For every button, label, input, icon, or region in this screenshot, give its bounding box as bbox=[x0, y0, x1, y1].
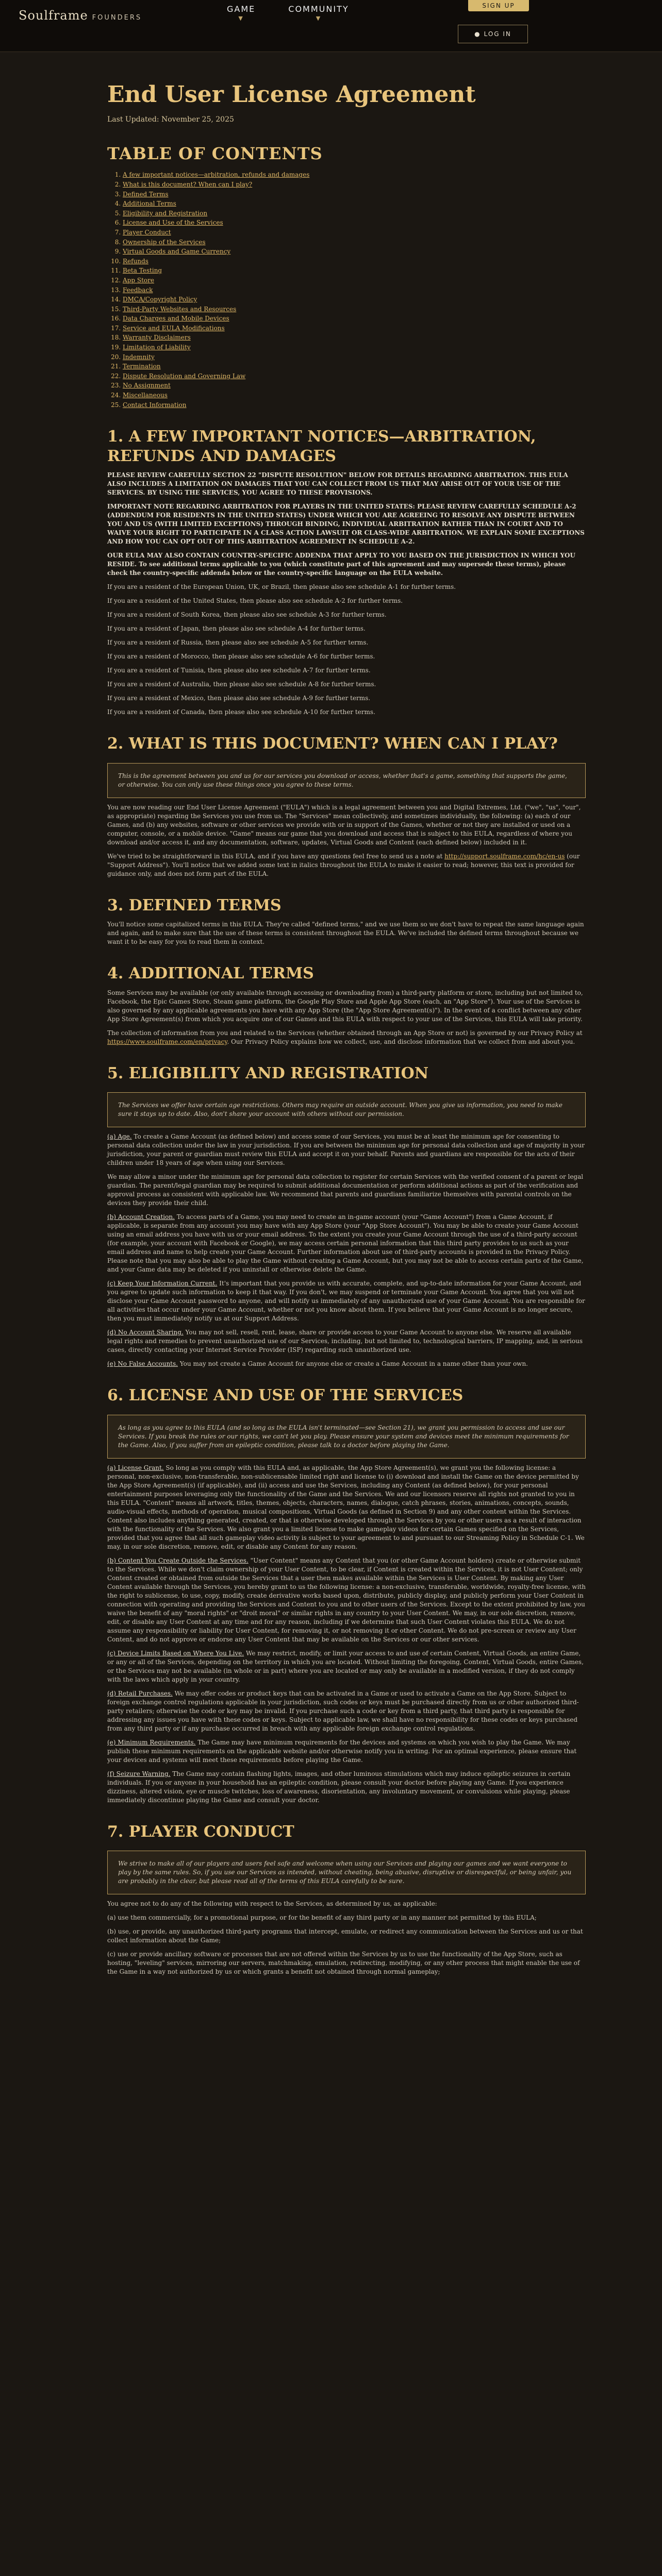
nav-community[interactable] bbox=[288, 4, 349, 22]
section-7-summary-box: We strive to make all of our players and users feel safe and welcome when using our Services and playing our games and we want everyone to play by the same rules. So, if you use our Services as intended, without cheating, being abusive, disruptive or disrespectful, or being unfair, you are probably in the clear, but please read all of the terms of this EULA carefully to be sure. bbox=[107, 1851, 586, 1894]
section-6-title: 6. LICENSE AND USE OF THE SERVICES bbox=[107, 1386, 464, 1405]
clause-paragraph bbox=[107, 1649, 586, 1684]
toc-link[interactable]: Indemnity bbox=[123, 353, 155, 361]
clause-paragraph bbox=[107, 1213, 586, 1274]
toc-item bbox=[123, 266, 586, 276]
log-in-button[interactable] bbox=[458, 25, 528, 43]
toc-link[interactable]: Service and EULA Modifications bbox=[123, 324, 225, 332]
resident-schedule-note: If you are a resident of Morocco, then please also see schedule A-6 for further terms. bbox=[107, 653, 375, 660]
clause-paragraph bbox=[107, 1328, 586, 1354]
resident-schedule-note: If you are a resident of Russia, then please also see schedule A-5 for further terms. bbox=[107, 639, 369, 647]
chevron-down-icon: ▼ bbox=[238, 15, 244, 22]
clause-heading: (d) No Account Sharing. bbox=[107, 1329, 184, 1336]
toc-item bbox=[123, 314, 586, 324]
clause-paragraph bbox=[107, 1132, 586, 1167]
toc-link[interactable]: Ownership of the Services bbox=[123, 238, 206, 246]
toc-link[interactable]: No Assignment bbox=[123, 382, 171, 389]
last-updated: Last Updated: November 25, 2025 bbox=[107, 115, 234, 124]
toc-item bbox=[123, 333, 586, 343]
section-1 bbox=[107, 427, 586, 717]
toc-link[interactable]: DMCA/Copyright Policy bbox=[123, 296, 197, 303]
toc-item bbox=[123, 391, 586, 400]
clause-paragraph bbox=[107, 1738, 586, 1765]
resident-schedule-note: If you are a resident of the United States, then please also see schedule A-2 for further terms. bbox=[107, 597, 403, 605]
toc-item bbox=[123, 257, 586, 266]
conduct-rule: (b) use, or provide, any unauthorized third-party programs that intercept, emulate, or redirect any communication between the Services and us or that collect information about the Game; bbox=[107, 1928, 583, 1944]
clause-text: To access parts of a Game, you may need to create an in-game account (your "Game Account") from a Game Account, if applicable, is separate from any account you may have with any App Store (your "App Store Account"). You may be able to create your Game Account using an email address you have with us or your email address. To the extent you create your Game Account through the use of a third-party account (for example, your account with Facebook or Google), we may access certain personal information that this third party provides to us such as your email address and name to help create your Game Account. Further information about use of third-party accounts is provided in the Privacy Policy. Please note that you may also be able to play the Game without creating a Game Account, but you may not be able to access certain parts of the Game, and your Game data may be deleted if you uninstall or otherwise delete the Game. bbox=[107, 1213, 584, 1274]
toc-link[interactable]: Limitation of Liability bbox=[123, 344, 191, 351]
section-6 bbox=[107, 1386, 586, 1805]
section-2-summary-box: This is the agreement between you and us for our services you download or access, whether that's a game, something that supports the game, or otherwise. You can only use these things once you agree to these terms. bbox=[107, 763, 586, 798]
clause-text: It's important that you provide us with accurate, complete, and up-to-date information for your Game Account, and you agree to update such information to keep it that way. If you don't, we may suspend or terminate your Game Account. You agree that you will not disclose your Game Account password to anyone, and will notify us immediately of any unauthorized use of your Game Account. You are responsible for all activities that occur under your Game Account, whether or not you know about them. If you believe that your Game Account is no longer secure, then you must immediately notify us at our Support Address. bbox=[107, 1280, 585, 1323]
section-7-title: 7. PLAYER CONDUCT bbox=[107, 1822, 294, 1841]
section-4-privacy-paragraph bbox=[107, 1029, 586, 1046]
section-4-paragraph: Some Services may be available (or only available through accessing or downloading from) a third-party platform or store, including but not limited to, Facebook, the Epic Games Store, Steam game platform, the Google Play Store and Apple App Store (each, an "App Store"). Your use of the Services is also governed by any applicable agreements you have with any App Store (the "App Store Agreement(s)"). In the event of a conflict between any other App Store Agreement(s) from which you acquire one of our Games and this EULA with respect to your use of the Services, this EULA will take priority. bbox=[107, 989, 583, 1023]
toc-link[interactable]: Miscellaneous bbox=[123, 392, 168, 399]
nav-game-label: GAME bbox=[227, 4, 256, 14]
toc-link[interactable]: App Store bbox=[123, 276, 154, 284]
toc-item bbox=[123, 304, 586, 314]
section-2-title: 2. WHAT IS THIS DOCUMENT? WHEN CAN I PLAY? bbox=[107, 735, 558, 753]
toc-link[interactable]: Dispute Resolution and Governing Law bbox=[123, 372, 246, 380]
toc-link[interactable]: Contact Information bbox=[123, 401, 187, 409]
toc-item bbox=[123, 190, 586, 199]
section-3-paragraph: You'll notice some capitalized terms in this EULA. They're called "defined terms," and we use them so we don't have to repeat the same language again and again, and to make sure that the use of these terms is consistent throughout the EULA. We've included the defined terms throughout because we want it to be easy for you to read them in context. bbox=[107, 921, 584, 946]
toc-item bbox=[123, 209, 586, 218]
section-3-title: 3. DEFINED TERMS bbox=[107, 896, 282, 914]
toc-item bbox=[123, 362, 586, 371]
section-1-title: 1. A FEW IMPORTANT NOTICES—ARBITRATION, REFUNDS AND DAMAGES bbox=[107, 428, 536, 465]
logo-wordmark: Soulframe bbox=[19, 8, 88, 23]
clause-heading: (e) Minimum Requirements. bbox=[107, 1738, 196, 1746]
toc-item bbox=[123, 276, 586, 285]
toc-link[interactable]: Additional Terms bbox=[123, 200, 176, 208]
section-7-items bbox=[107, 1913, 586, 1976]
text: The collection of information from you and related to the Services (whether obtained through an App Store or not) is governed by our Privacy Policy at bbox=[107, 1029, 583, 1037]
clause-text: We may allow a minor under the minimum age for personal data collection to register for certain Services with the verified consent of a parent or legal guardian. The parent/legal guardian may be required to submit additional documentation or perform additional actions as part of the verification and approval process as consistent with applicable law. We recommend that parents and guardians familiarize themselves with parental controls on the devices they provide their child. bbox=[107, 1173, 584, 1207]
clause-heading: (c) Keep Your Information Current. bbox=[107, 1280, 218, 1287]
resident-schedule-note: If you are a resident of Canada, then please also see schedule A-10 for further terms. bbox=[107, 708, 375, 716]
toc-item bbox=[123, 285, 586, 295]
toc-heading: TABLE OF CONTENTS bbox=[107, 144, 323, 164]
section-3 bbox=[107, 896, 586, 947]
nav-game[interactable] bbox=[227, 4, 255, 22]
clause-heading: (d) Retail Purchases. bbox=[107, 1689, 173, 1697]
toc-item bbox=[123, 170, 586, 180]
support-link[interactable]: http://support.soulframe.com/hc/en-us bbox=[444, 852, 565, 860]
conduct-rule: (a) use them commercially, for a promotional purpose, or for the benefit of any third party or in any manner not permitted by this EULA; bbox=[107, 1914, 537, 1922]
clause-text: "User Content" means any Content that you (or other Game Account holders) create or otherwise submit to the Services. While we don't claim ownership of your User Content, to be clear, if Content is created within the Services, it is not User Content; only Content created or obtained from outside the Services that a user then makes available within the Services is User Content. By making any User Content available through the Services, you hereby grant to us the following license: a non-exclusive, transferable, worldwide, royalty-free license, with the right to sublicense, to use, copy, modify, create derivative works based upon, distribute, publicly display, and publicly perform your User Content in connection with operating and providing the Services and Content to you and to other users of the Services. Except to the extent prohibited by law, you waive the benefit of any "moral rights" or "droit moral" or similar rights in any country to your User Content. We may, in our sole discretion, remove, edit, or disable any User Content at any time and for any reason, including if we determine that such User Content violates this EULA. We do not assume any responsibility or liability for User Content, for removing it, or not removing it or other Content. We do not pre-screen or review any User Content, and do not approve or endorse any User Content that may be available on the Services or our other services. bbox=[107, 1556, 586, 1643]
clause-text: So long as you comply with this EULA and, as applicable, the App Store Agreement(s), we grant you the following license: a personal, non-exclusive, non-transferable, non-sublicensable limited right and license to (i) download and install the Game on the device permitted by the App Store Agreement(s) (if applicable), and (ii) access and use the Services, including any Content (as defined below), for your personal entertainment purposes leveraging only the functionality of the Game and the Services. We and our licensors reserve all rights not granted to you in this EULA. "Content" means all artwork, titles, themes, objects, characters, names, dialogue, catch phrases, stories, animations, concepts, sounds, audio-visual effects, methods of operation, musical compositions, Virtual Goods (as defined in Section 9) and any other content within the Services. Content also includes anything generated, created, or that is otherwise developed through the Services by you or other users as a result of interaction with the functionality of the Services. We also grant you a limited license to make gameplay videos for certain Games specified on the Services, provided that you agree that all such gameplay video activity is subject to your agreement to and pursuant to our Streaming Policy in Schedule C-1. We may, in our sole discretion, remove, edit, or disable any Content for any reason. bbox=[107, 1464, 585, 1550]
clause-text: You may not sell, resell, rent, lease, share or provide access to your Game Account to anyone else. We reserve all available legal rights and remedies to prevent unauthorized use of our Services, including, but not limited to, technological barriers, IP mapping, and, in serious cases, directly contacting your Internet Service Provider (ISP) regarding such unauthorized use. bbox=[107, 1329, 583, 1354]
resident-schedule-note: If you are a resident of Tunisia, then please also see schedule A-7 for further terms. bbox=[107, 667, 371, 674]
log-in-label: LOG IN bbox=[484, 30, 511, 38]
toc-item bbox=[123, 247, 586, 257]
toc-link[interactable]: Beta Testing bbox=[123, 267, 162, 275]
toc-item bbox=[123, 218, 586, 228]
notice-arbitration: PLEASE REVIEW CAREFULLY SECTION 22 "DISPUTE RESOLUTION" BELOW FOR DETAILS REGARDING ARBITRATION. THIS EULA ALSO INCLUDES A LIMITATION ON DAMAGES THAT YOU CAN COLLECT FROM US THAT MAY ARISE OUT OF YOUR USE OF THE SERVICES. BY USING THE SERVICES, YOU AGREE TO THESE PROVISIONS. bbox=[107, 471, 568, 497]
toc-item bbox=[123, 371, 586, 381]
logo-founders: FOUNDERS bbox=[92, 14, 142, 22]
conduct-rule: (c) use or provide ancillary software or processes that are not offered within the Services by us to use the functionality of the App Store, such as hosting, "leveling" services, mirroring our servers, matchmaking, emulation, redirecting, modifying, or any other process that might enable the use of the Game in a way not authorized by us or which grants a benefit not obtained through normal gameplay; bbox=[107, 1951, 580, 1976]
toc-link[interactable]: Refunds bbox=[123, 257, 148, 265]
clause-paragraph bbox=[107, 1279, 586, 1323]
notice-us-arbitration: IMPORTANT NOTE REGARDING ARBITRATION FOR PLAYERS IN THE UNITED STATES: PLEASE REVIEW CAREFULLY SCHEDULE A-2 (ADDENDUM FOR RESIDENTS IN THE UNITED STATES) UNDER WHICH YOU ARE AGREEING TO RESOLVE ANY DISPUTE BETWEEN YOU AND US (WITH LIMITED EXCEPTIONS) THROUGH BINDING, INDIVIDUAL ARBITRATION RATHER THAN IN COURT AND TO WAIVE YOUR RIGHT TO PARTICIPATE IN A CLASS ACTION LAWSUIT OR CLASS-WIDE ARBITRATION. WE EXPLAIN SOME EXCEPTIONS AND HOW YOU CAN OPT OUT OF THIS ARBITRATION AGREEMENT IN SCHEDULE A-2. bbox=[107, 503, 585, 546]
resident-schedule-note: If you are a resident of Mexico, then please also see schedule A-9 for further terms. bbox=[107, 694, 371, 702]
clause-text: You may not create a Game Account for anyone else or create a Game Account in a name other than your own. bbox=[177, 1360, 528, 1368]
text: We've tried to be straightforward in this EULA, and if you have any questions feel free to send us a note at bbox=[107, 852, 445, 860]
toc-link[interactable]: Data Charges and Mobile Devices bbox=[123, 315, 229, 323]
clause-paragraph bbox=[107, 1689, 586, 1733]
section-7 bbox=[107, 1822, 586, 1977]
toc-link[interactable]: Virtual Goods and Game Currency bbox=[123, 248, 231, 256]
page-title: End User License Agreement bbox=[107, 81, 476, 108]
user-icon: ● bbox=[474, 30, 481, 38]
section-5-items bbox=[107, 1132, 586, 1368]
toc-link[interactable]: Feedback bbox=[123, 286, 153, 294]
toc-link[interactable]: License and Use of the Services bbox=[123, 219, 223, 227]
clause-heading: (e) No False Accounts. bbox=[107, 1360, 178, 1368]
clause-paragraph bbox=[107, 1464, 586, 1551]
resident-schedule-note: If you are a resident of South Korea, then please also see schedule A-3 for further terms. bbox=[107, 611, 387, 619]
section-5-summary-box: The Services we offer have certain age restrictions. Others may require an outside account. When you give us information, you need to make sure it stays up to date. Also, don't share your account with others without our permission. bbox=[107, 1092, 586, 1127]
clause-heading: (b) Content You Create Outside the Services. bbox=[107, 1556, 249, 1564]
section-6-items bbox=[107, 1464, 586, 1805]
clause-heading: (b) Account Creation. bbox=[107, 1213, 175, 1221]
toc-link[interactable]: Player Conduct bbox=[123, 228, 171, 236]
clause-heading: (c) Device Limits Based on Where You Live. bbox=[107, 1649, 244, 1657]
text: (our "Support Address"). You'll notice that we added some text in italics throughout the EULA to make it easier to read; however, this text is provided for guidance only, and does not form part of the EULA. bbox=[107, 852, 580, 877]
toc-item bbox=[123, 199, 586, 209]
resident-schedule-note: If you are a resident of Australia, then please also see schedule A-8 for further terms. bbox=[107, 681, 376, 688]
toc-link[interactable]: What is this document? When can I play? bbox=[123, 180, 253, 188]
clause-heading: (a) Age. bbox=[107, 1133, 132, 1141]
text: . Our Privacy Policy explains how we collect, use, and disclose information that we collect from and about you. bbox=[227, 1038, 575, 1045]
privacy-policy-link[interactable]: https://www.soulframe.com/en/privacy bbox=[107, 1038, 227, 1045]
section-2-paragraph: You are now reading our End User License Agreement ("EULA") which is a legal agreement between you and Digital Extremes, Ltd. ("we", "us", "our", as appropriate) regarding the Services you use from us. The "Services" mean collectively, and sometimes individually, the following: (a) each of our Games, and (b) any websites, software or other services we provide with or in support of the Games, whether or not they are installed or used on a computer, console, or a mobile device. "Game" means our game that you download and access that is subject to this EULA, regardless of where you download and/or access it, and any documentation, software, updates, Virtual Goods and Content (each defined below) included in it. bbox=[107, 803, 581, 846]
clause-text: The Game may have minimum requirements for the devices and systems on which you wish to play the Game. We may publish these minimum requirements on the applicable website and/or otherwise notify you in writing. For an optimal experience, please ensure that your devices and systems will meet these requirements before playing the Game. bbox=[107, 1738, 577, 1764]
toc-link[interactable]: Defined Terms bbox=[123, 190, 169, 198]
toc-item bbox=[123, 352, 586, 362]
toc-item bbox=[123, 381, 586, 391]
toc-link[interactable]: A few important notices—arbitration, refunds and damages bbox=[123, 171, 310, 179]
clause-text: We may offer codes or product keys that can be activated in a Game or used to activate a Game on the App Store. Subject to foreign exchange control regulations applicable in your jurisdiction, such codes or keys must be purchased directly from us or other authorized third-party retailers; otherwise the code or key may be invalid. If you purchase such a code or key from a third party, that third party is responsible for addressing any issues you have with these codes or keys. Subject to applicable law, we shall have no responsibility for these codes or keys purchased from any third party or if any purchase occurred in breach with any applicable foreign exchange control regulations. bbox=[107, 1689, 579, 1732]
eula-document bbox=[107, 82, 586, 1976]
section-2-support-paragraph bbox=[107, 852, 586, 878]
nav-community-label: COMMUNITY bbox=[288, 4, 349, 14]
soulframe-logo[interactable] bbox=[19, 8, 142, 23]
clause-text: The Game may contain flashing lights, images, and other luminous stimulations which may induce epileptic seizures in certain individuals. If you or anyone in your household has an epileptic condition, please consult your doctor before playing any Game. If you experience dizziness, altered vision, eye or muscle twitches, loss of awareness, disorientation, any involuntary movement, or convulsions while playing, please immediately discontinue playing the Game and consult your doctor. bbox=[107, 1770, 571, 1804]
section-7-intro: You agree not to do any of the following with respect to the Services, as determined by us, as applicable: bbox=[107, 1900, 437, 1908]
main-nav bbox=[227, 4, 349, 22]
toc-item bbox=[123, 400, 586, 410]
resident-schedule-note: If you are a resident of the European Union, UK, or Brazil, then please also see schedule A-1 for further terms. bbox=[107, 583, 456, 591]
clause-paragraph bbox=[107, 1556, 586, 1644]
section-5 bbox=[107, 1064, 586, 1369]
resident-schedules bbox=[107, 583, 586, 717]
clause-heading: (f) Seizure Warning. bbox=[107, 1770, 171, 1777]
clause-text: To create a Game Account (as defined below) and access some of our Services, you must be at least the minimum age for consenting to personal data collection under the law in your jurisdiction. If you are between the minimum age for personal data collection and age of majority in your jurisdiction, your parent or guardian must review this EULA and accept it on your behalf. Parents and guardians are responsible for the acts of their children under 18 years of age when using our Services. bbox=[107, 1133, 585, 1167]
section-4 bbox=[107, 964, 586, 1046]
clause-text: We may restrict, modify, or limit your access to and use of certain Content, Virtual Goods, an entire Game, or any or all of the Services, depending on the territory in which you are located. Without limiting the foregoing, Content, Virtual Goods, entire Games, or the Services may not be available (in whole or in part) where you are located or may only be available in a modified version, if they do not comply with the laws which apply in your country. bbox=[107, 1649, 584, 1683]
resident-schedule-note: If you are a resident of Japan, then please also see schedule A-4 for further terms. bbox=[107, 625, 366, 633]
toc-item bbox=[123, 180, 586, 190]
toc-link[interactable]: Third-Party Websites and Resources bbox=[123, 305, 237, 313]
toc-item bbox=[123, 295, 586, 304]
table-of-contents bbox=[107, 170, 586, 410]
clause-paragraph bbox=[107, 1173, 586, 1208]
clause-heading: (a) License Grant. bbox=[107, 1464, 164, 1471]
section-5-title: 5. ELIGIBILITY AND REGISTRATION bbox=[107, 1064, 429, 1082]
toc-link[interactable]: Termination bbox=[123, 363, 161, 370]
clause-paragraph bbox=[107, 1360, 586, 1368]
sign-up-button[interactable]: SIGN UP bbox=[468, 0, 529, 11]
section-4-title: 4. ADDITIONAL TERMS bbox=[107, 964, 314, 983]
chevron-down-icon: ▼ bbox=[316, 15, 322, 22]
toc-item bbox=[123, 343, 586, 352]
section-2 bbox=[107, 734, 586, 878]
clause-paragraph bbox=[107, 1770, 586, 1805]
toc-link[interactable]: Warranty Disclaimers bbox=[123, 334, 191, 342]
notice-country-addenda: OUR EULA MAY ALSO CONTAIN COUNTRY-SPECIFIC ADDENDA THAT APPLY TO YOU BASED ON THE JURISDICTION IN WHICH YOU RESIDE. To see additional terms applicable to you (which constitute part of this agreement and may supersede these terms), please check the country-specific addenda below or the country-specific language on the EULA website. bbox=[107, 552, 575, 577]
toc-item bbox=[123, 324, 586, 333]
section-6-summary-box: As long as you agree to this EULA (and so long as the EULA isn't terminated—see Section 21), we grant you permission to access and use our Services. If you break the rules or our rights, we can't let you play. Please ensure your system and devices meet the minimum requirements for the Game. Also, if you suffer from an epileptic condition, please talk to a doctor before playing the Game. bbox=[107, 1415, 586, 1459]
toc-item bbox=[123, 238, 586, 247]
toc-link[interactable]: Eligibility and Registration bbox=[123, 209, 208, 217]
toc-item bbox=[123, 228, 586, 238]
site-header bbox=[0, 0, 662, 52]
